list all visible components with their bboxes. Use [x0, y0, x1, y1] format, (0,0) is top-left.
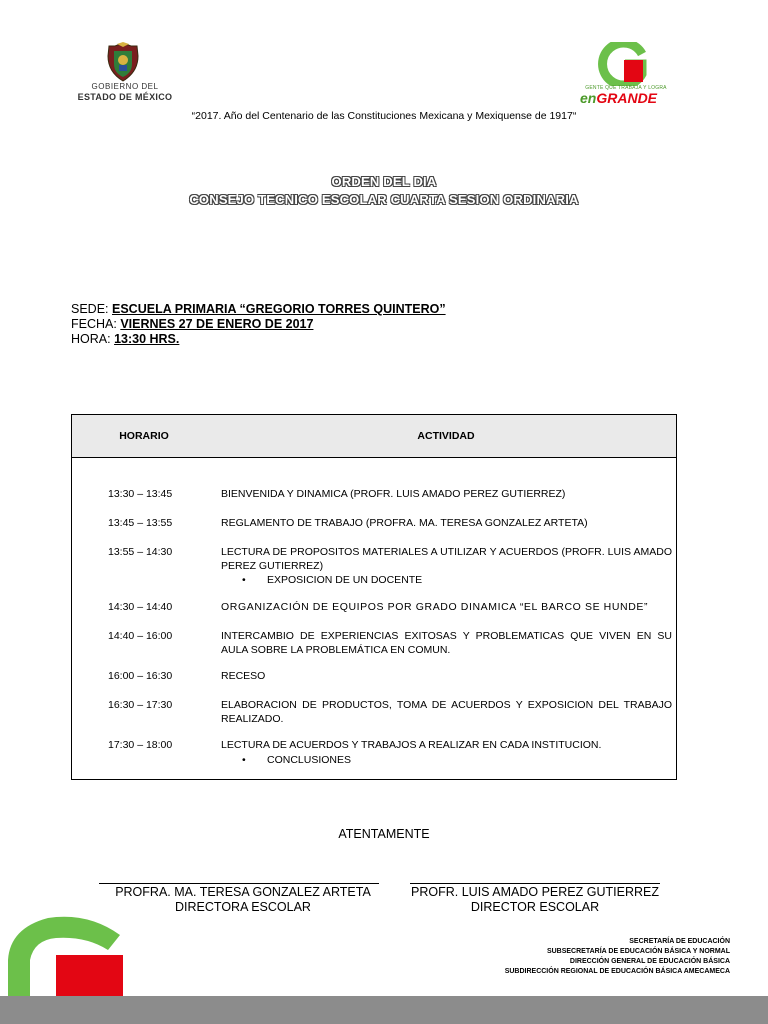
state-coat-of-arms-icon [105, 42, 141, 82]
column-header-horario: HORARIO [119, 430, 169, 442]
footer-line3: DIRECCIÓN GENERAL DE EDUCACIÓN BÁSICA [569, 958, 730, 965]
row-time: 16:30 – 17:30 [108, 699, 173, 711]
sede-value: ESCUELA PRIMARIA “GREGORIO TORRES QUINTERO” [112, 302, 446, 316]
row-activity: LECTURA DE ACUERDOS Y TRABAJOS A REALIZAR EN CADA INSTITUCION. [221, 739, 602, 751]
footer-line2: SUBSECRETARÍA DE EDUCACIÓN BÁSICA Y NORMAL [546, 948, 730, 955]
year-caption: “2017. Año del Centenario de las Constituciones Mexicana y Mexiquense de 1917“ [191, 110, 577, 122]
sede-label: SEDE: [71, 302, 112, 316]
row-activity: REGLAMENTO DE TRABAJO (PROFRA. MA. TERESA GONZALEZ ARTETA) [221, 517, 588, 529]
hora-value: 13:30 HRS. [114, 332, 180, 346]
engrande-prefix: en [580, 90, 597, 106]
gov-logo-line1: GOBIERNO DEL [91, 82, 159, 91]
signature-name: PROFRA. MA. TERESA GONZALEZ ARTETA [115, 885, 371, 899]
hora-line [71, 332, 179, 346]
signature-role: DIRECTOR ESCOLAR [470, 900, 600, 914]
signature-line [410, 883, 660, 884]
engrande-word [580, 90, 657, 106]
row-bullet-text: EXPOSICION DE UN DOCENTE [267, 574, 423, 586]
row-time: 13:30 – 13:45 [108, 488, 173, 500]
gov-logo-line2: ESTADO DE MÉXICO [77, 92, 173, 102]
footer-g-logo-icon [8, 910, 123, 1000]
closing-text: ATENTAMENTE [338, 827, 430, 841]
gobierno-estado-mexico-logo [70, 42, 180, 104]
row-time: 13:55 – 14:30 [108, 546, 173, 558]
engrande-logo [576, 42, 676, 108]
hora-label: HORA: [71, 332, 115, 346]
signature-name: PROFR. LUIS AMADO PEREZ GUTIERREZ [411, 885, 659, 899]
row-time: 16:00 – 16:30 [108, 670, 173, 682]
document-subtitle: CONSEJO TECNICO ESCOLAR CUARTA SESION ORDINARIA [189, 192, 579, 207]
row-time: 14:40 – 16:00 [108, 630, 173, 642]
signature-line [99, 883, 379, 884]
footer-line1: SECRETARÍA DE EDUCACIÓN [629, 938, 730, 945]
engrande-tagline: GENTE QUE TRABAJA Y LOGRA [585, 85, 667, 91]
footer-bar [0, 996, 768, 1024]
document-title: ORDEN DEL DIA [331, 174, 437, 189]
fecha-label: FECHA: [71, 317, 121, 331]
fecha-value: VIERNES 27 DE ENERO DE 2017 [120, 317, 314, 331]
sede-line [71, 302, 446, 316]
row-activity: ELABORACION DE PRODUCTOS, TOMA DE ACUERDOS Y EXPOSICION DEL TRABAJO REALIZADO. [221, 699, 672, 725]
row-activity: ORGANIZACIÓN DE EQUIPOS POR GRADO DINAMICA “EL BARCO SE HUNDE” [221, 601, 649, 613]
row-bullet-text: CONCLUSIONES [267, 754, 352, 766]
fecha-line [71, 317, 313, 331]
row-activity: LECTURA DE PROPOSITOS MATERIALES A UTILIZAR Y ACUERDOS (PROFR. LUIS AMADO PEREZ GUTIERREZ) [221, 546, 672, 572]
row-time: 13:45 – 13:55 [108, 517, 173, 529]
footer-line4: SUBDIRECCIÓN REGIONAL DE EDUCACIÓN BÁSICA AMECAMECA [504, 968, 730, 975]
row-activity: BIENVENIDA Y DINAMICA (PROFR. LUIS AMADO PEREZ GUTIERREZ) [221, 488, 566, 500]
row-activity: RECESO [221, 670, 266, 682]
row-activity: INTERCAMBIO DE EXPERIENCIAS EXITOSAS Y PROBLEMATICAS QUE VIVEN EN SU AULA SOBRE LA PROBLEMÁTICA EN COMUN. [221, 630, 672, 656]
row-time: 14:30 – 14:40 [108, 601, 173, 613]
engrande-main: GRANDE [596, 90, 658, 106]
column-header-actividad: ACTIVIDAD [417, 430, 475, 442]
row-time: 17:30 – 18:00 [108, 739, 173, 751]
signature-role: DIRECTORA ESCOLAR [175, 900, 311, 914]
agenda-table [71, 414, 677, 780]
table-header [72, 415, 676, 458]
grande-g-logo-icon [598, 42, 648, 86]
